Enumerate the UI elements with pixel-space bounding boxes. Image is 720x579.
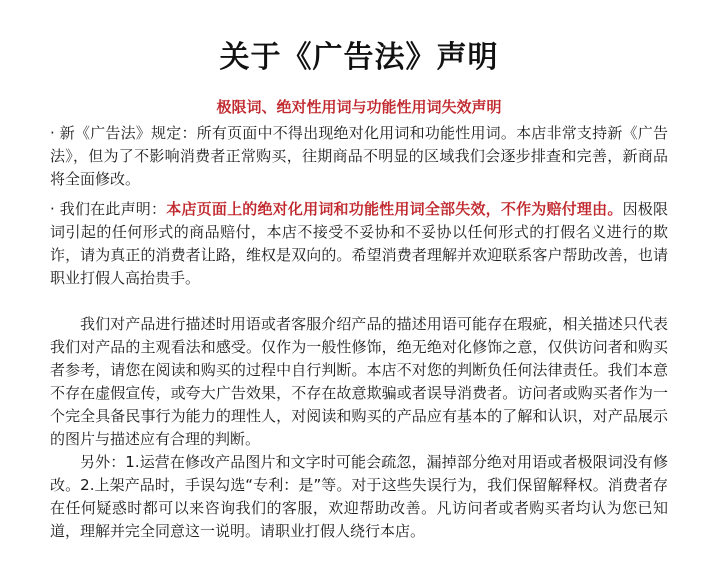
- paragraph-description-disclaimer: 我们对产品进行描述时用语或者客服介绍产品的描述用语可能存在瑕疵，相关描述只代表我们对产品的主观看法和感受。仅作为一般性修饰，绝无绝对化修饰之意，仅供访问者和购买者参考，请您在阅读和购买的过程中自行判断。本店不对您的判断负任何法律责任。我们本意不存在虚假宣传，或夸大广告效果，不存在故意欺骗或者误导消费者。访问者或购买者作为一个完全具备民事行为能力的理性人，对阅读和购买的产品应有基本的了解和认识，对产品展示的图片与描述应有合理的判断。: [50, 315, 668, 448]
- statement-rest: 因极限词引起的任何形式的商品赔付，本店不接受不妥协和不妥协以任何形式的打假名义进行的欺诈，请为真正的消费者让路，维权是双向的。希望消费者理解并欢迎联系客户帮助改善，也请职业打假人高抬贵手。: [50, 200, 668, 287]
- page-subtitle: 极限词、绝对性用词与功能性用词失效声明: [216, 98, 502, 116]
- paragraph-additional-notes: 另外：1.运营在修改产品图片和文字时可能会疏忽，漏掉部分绝对用语或者极限词没有修改。2.上架产品时，手误勾选“专利：是”等。对于这些失误行为，我们保留解释权。消费者存在任何疑惑时都可以来咨询我们的客服，欢迎帮助改善。凡访问者或者购买者均认为您已知道，理解并完全同意这一说明。请职业打假人绕行本店。: [50, 453, 668, 540]
- page-title: 关于《广告法》声明: [219, 40, 499, 75]
- statement-lead: · 我们在此声明：: [50, 200, 167, 218]
- statement-highlight: 本店页面上的绝对化用词和功能性用词全部失效，不作为赔付理由。: [166, 200, 623, 218]
- paragraph-statement: [50, 198, 668, 290]
- paragraph-ad-law-rule: · 新《广告法》规定：所有页面中不得出现绝对化用词和功能性用词。本店非常支持新《广告法》，但为了不影响消费者正常购买，往期商品不明显的区域我们会逐步排查和完善，新商品将全面修改。: [50, 124, 668, 188]
